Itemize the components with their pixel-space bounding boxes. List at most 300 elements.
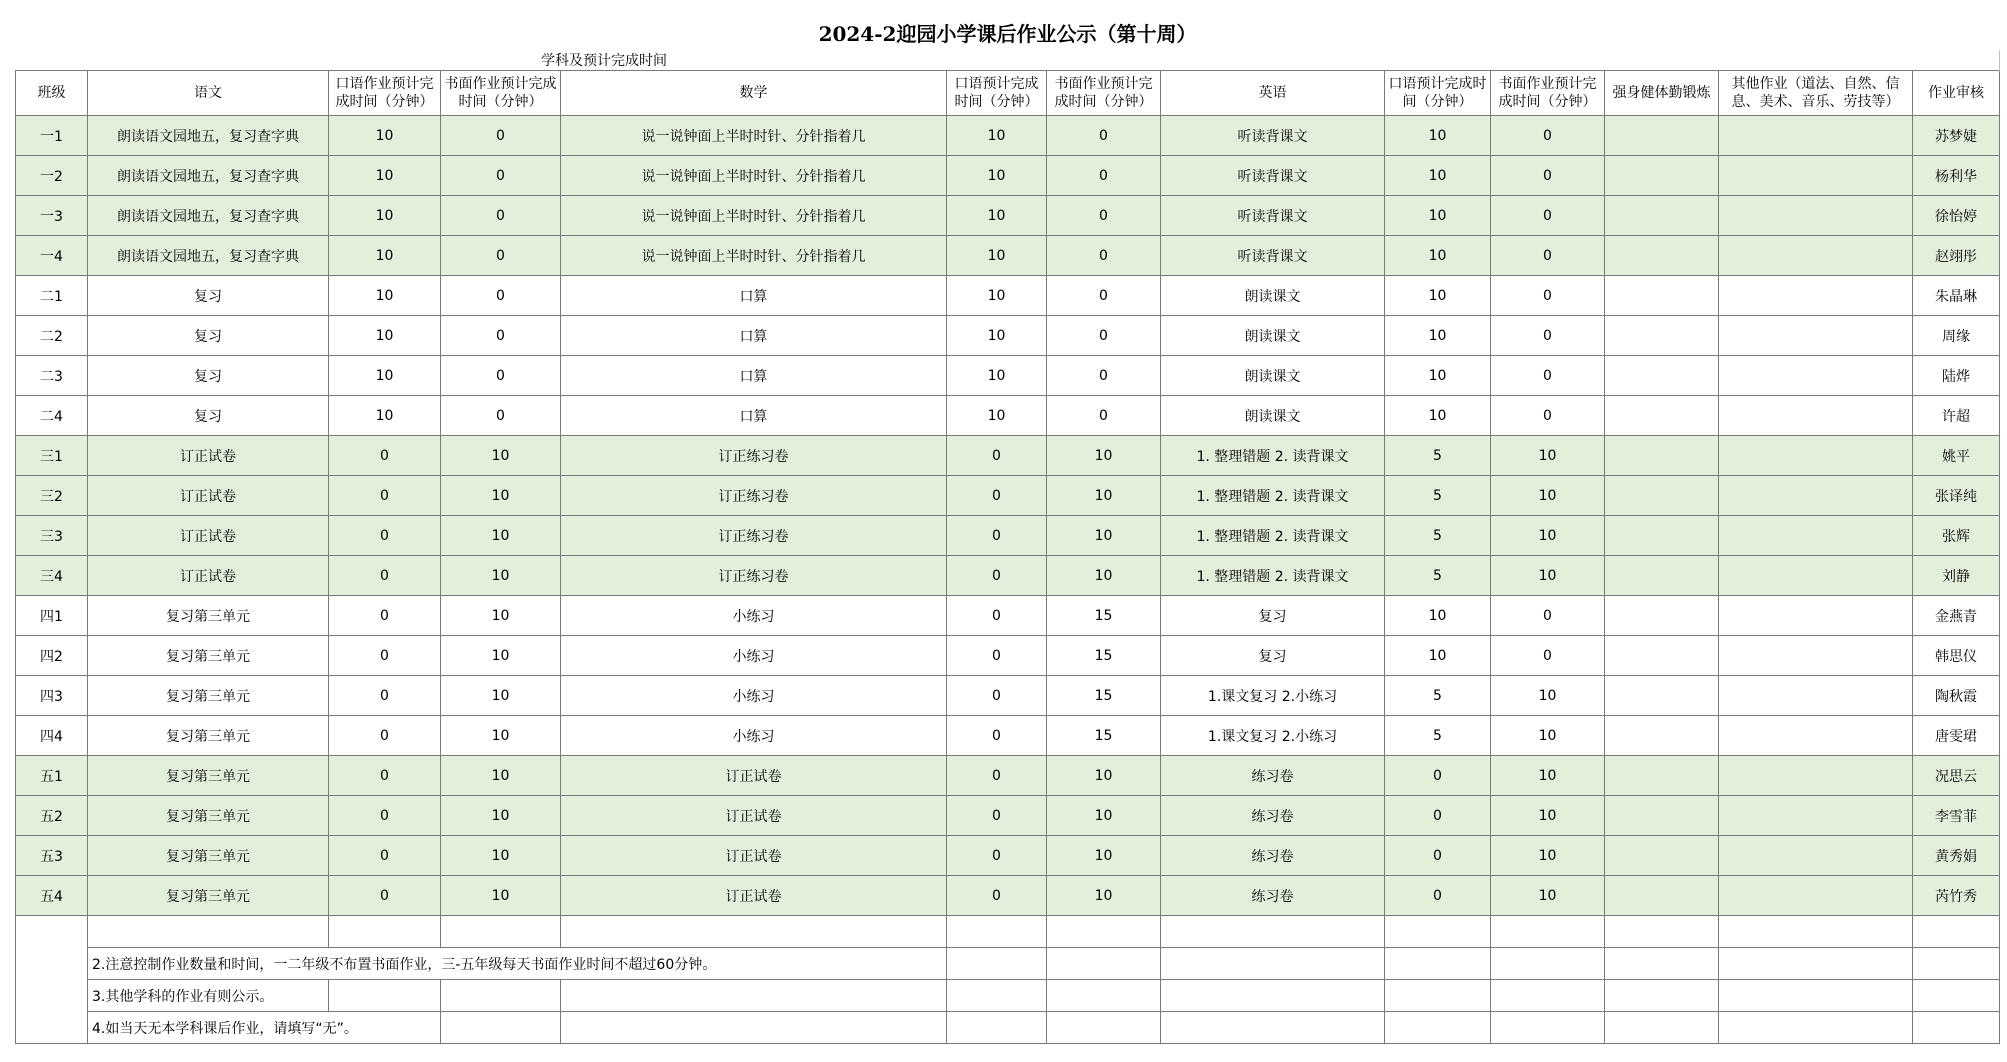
english-oral-cell: 5 [1385, 556, 1491, 596]
math-cell: 小练习 [561, 636, 947, 676]
chinese-written-cell: 0 [441, 196, 561, 236]
math-written-cell: 15 [1047, 596, 1161, 636]
note-empty-cell [1491, 948, 1605, 980]
note-text: 3.其他学科的作业有则公示。 [88, 980, 329, 1012]
table-row [16, 596, 2000, 636]
fitness-cell [1605, 196, 1719, 236]
chinese-oral-cell: 0 [329, 836, 441, 876]
math-cell: 小练习 [561, 596, 947, 636]
other-cell [1719, 436, 1913, 476]
table-row [16, 316, 2000, 356]
fitness-cell [1605, 476, 1719, 516]
english-written-cell: 0 [1491, 316, 1605, 356]
chinese-written-cell: 10 [441, 476, 561, 516]
chinese-cell: 复习第三单元 [88, 716, 329, 756]
table-row [16, 196, 2000, 236]
english-cell: 1. 整理错题 2. 读背课文 [1161, 516, 1385, 556]
chinese-written-cell: 10 [441, 876, 561, 916]
english-written-cell: 0 [1491, 196, 1605, 236]
math-oral-cell: 10 [947, 356, 1047, 396]
english-cell: 朗读课文 [1161, 316, 1385, 356]
chinese-oral-cell: 10 [329, 316, 441, 356]
chinese-cell: 复习第三单元 [88, 836, 329, 876]
note-empty-cell [1605, 916, 1719, 948]
homework-table [15, 14, 2000, 1044]
chinese-cell: 订正试卷 [88, 436, 329, 476]
english-written-cell: 10 [1491, 876, 1605, 916]
english-written-cell: 0 [1491, 276, 1605, 316]
chinese-cell: 复习第三单元 [88, 596, 329, 636]
note-empty-cell [1161, 948, 1385, 980]
chinese-oral-cell: 0 [329, 556, 441, 596]
math-written-cell: 10 [1047, 756, 1161, 796]
chinese-written-cell: 0 [441, 276, 561, 316]
other-cell [1719, 796, 1913, 836]
class-cell: 二3 [16, 356, 88, 396]
note-empty-cell [1385, 916, 1491, 948]
math-oral-cell: 0 [947, 876, 1047, 916]
other-cell [1719, 196, 1913, 236]
fitness-cell [1605, 636, 1719, 676]
english-oral-cell: 0 [1385, 756, 1491, 796]
note-empty-cell [1913, 948, 2000, 980]
table-row [16, 516, 2000, 556]
math-cell: 口算 [561, 356, 947, 396]
math-oral-cell: 10 [947, 196, 1047, 236]
table-body [16, 14, 2000, 1044]
math-written-cell: 0 [1047, 276, 1161, 316]
math-oral-cell: 0 [947, 476, 1047, 516]
chinese-written-cell: 0 [441, 236, 561, 276]
note-empty-cell [1047, 980, 1161, 1012]
english-cell: 1.课文复习 2.小练习 [1161, 676, 1385, 716]
english-written-cell: 10 [1491, 796, 1605, 836]
reviewer-cell: 况思云 [1913, 756, 2000, 796]
reviewer-cell: 张译纯 [1913, 476, 2000, 516]
header-row [16, 71, 2000, 116]
subtitle: 学科及预计完成时间 [541, 53, 667, 69]
math-cell: 订正试卷 [561, 876, 947, 916]
math-cell: 说一说钟面上半时时针、分针指着几 [561, 156, 947, 196]
english-cell: 1.课文复习 2.小练习 [1161, 716, 1385, 756]
math-cell: 小练习 [561, 676, 947, 716]
class-cell: 一3 [16, 196, 88, 236]
subtitle-blank [1491, 50, 2000, 71]
math-written-cell: 15 [1047, 636, 1161, 676]
english-oral-cell: 10 [1385, 196, 1491, 236]
english-cell: 朗读课文 [1161, 356, 1385, 396]
english-oral-cell: 10 [1385, 116, 1491, 156]
math-cell: 订正练习卷 [561, 476, 947, 516]
table-row [16, 716, 2000, 756]
note-row [16, 948, 2000, 980]
math-written-cell: 0 [1047, 396, 1161, 436]
table-row [16, 556, 2000, 596]
english-written-cell: 0 [1491, 156, 1605, 196]
chinese-cell: 朗读语文园地五，复习查字典 [88, 116, 329, 156]
chinese-cell: 复习第三单元 [88, 636, 329, 676]
note-blank-cell [16, 916, 88, 1044]
chinese-oral-cell: 0 [329, 676, 441, 716]
class-cell: 二2 [16, 316, 88, 356]
english-oral-cell: 0 [1385, 876, 1491, 916]
english-oral-cell: 10 [1385, 356, 1491, 396]
note-text: 2.注意控制作业数量和时间，一二年级不布置书面作业，三-五年级每天书面作业时间不超过60分钟。 [88, 948, 947, 980]
note-empty-cell [1719, 980, 1913, 1012]
class-cell: 四4 [16, 716, 88, 756]
chinese-oral-cell: 10 [329, 276, 441, 316]
class-cell: 一1 [16, 116, 88, 156]
math-oral-cell: 10 [947, 156, 1047, 196]
class-cell: 三2 [16, 476, 88, 516]
english-cell: 练习卷 [1161, 756, 1385, 796]
english-cell: 朗读课文 [1161, 396, 1385, 436]
chinese-oral-cell: 10 [329, 156, 441, 196]
math-written-cell: 10 [1047, 796, 1161, 836]
math-written-cell: 0 [1047, 196, 1161, 236]
chinese-written-cell: 0 [441, 156, 561, 196]
other-cell [1719, 476, 1913, 516]
chinese-written-cell: 10 [441, 676, 561, 716]
note-empty-cell [561, 980, 947, 1012]
note-empty-cell [329, 916, 441, 948]
reviewer-cell: 李雪菲 [1913, 796, 2000, 836]
fitness-cell [1605, 436, 1719, 476]
subtitle-row [16, 50, 2000, 71]
chinese-cell: 订正试卷 [88, 476, 329, 516]
header-english-oral-time: 口语预计完成时间（分钟） [1385, 71, 1491, 116]
note-row [16, 916, 2000, 948]
math-written-cell: 0 [1047, 316, 1161, 356]
math-cell: 小练习 [561, 716, 947, 756]
fitness-cell [1605, 516, 1719, 556]
english-cell: 复习 [1161, 596, 1385, 636]
chinese-oral-cell: 0 [329, 476, 441, 516]
chinese-cell: 复习第三单元 [88, 876, 329, 916]
other-cell [1719, 236, 1913, 276]
math-oral-cell: 0 [947, 716, 1047, 756]
fitness-cell [1605, 836, 1719, 876]
header-chinese-oral-time: 口语作业预计完成时间（分钟） [329, 71, 441, 116]
english-written-cell: 0 [1491, 356, 1605, 396]
fitness-cell [1605, 596, 1719, 636]
math-cell: 订正练习卷 [561, 556, 947, 596]
class-cell: 四3 [16, 676, 88, 716]
english-oral-cell: 10 [1385, 316, 1491, 356]
english-oral-cell: 5 [1385, 676, 1491, 716]
note-empty-cell [1491, 980, 1605, 1012]
fitness-cell [1605, 876, 1719, 916]
math-cell: 口算 [561, 316, 947, 356]
math-oral-cell: 0 [947, 676, 1047, 716]
chinese-written-cell: 10 [441, 596, 561, 636]
title-row [16, 14, 2000, 50]
chinese-oral-cell: 10 [329, 116, 441, 156]
other-cell [1719, 516, 1913, 556]
math-written-cell: 10 [1047, 556, 1161, 596]
class-cell: 三4 [16, 556, 88, 596]
fitness-cell [1605, 316, 1719, 356]
math-cell: 订正练习卷 [561, 516, 947, 556]
english-written-cell: 10 [1491, 756, 1605, 796]
math-cell: 说一说钟面上半时时针、分针指着几 [561, 116, 947, 156]
english-oral-cell: 10 [1385, 636, 1491, 676]
class-cell: 三1 [16, 436, 88, 476]
math-written-cell: 15 [1047, 676, 1161, 716]
chinese-written-cell: 10 [441, 716, 561, 756]
note-empty-cell [1913, 1012, 2000, 1044]
note-row [16, 980, 2000, 1012]
reviewer-cell: 陆烨 [1913, 356, 2000, 396]
chinese-written-cell: 10 [441, 636, 561, 676]
header-reviewer: 作业审核 [1913, 71, 2000, 116]
note-empty-cell [1719, 948, 1913, 980]
class-cell: 五2 [16, 796, 88, 836]
class-cell: 一4 [16, 236, 88, 276]
class-cell: 五4 [16, 876, 88, 916]
english-cell: 听读背课文 [1161, 116, 1385, 156]
math-cell: 说一说钟面上半时时针、分针指着几 [561, 236, 947, 276]
math-cell: 说一说钟面上半时时针、分针指着几 [561, 196, 947, 236]
note-empty-cell [1047, 1012, 1161, 1044]
header-english: 英语 [1161, 71, 1385, 116]
english-oral-cell: 10 [1385, 156, 1491, 196]
chinese-written-cell: 10 [441, 756, 561, 796]
note-empty-cell [1161, 1012, 1385, 1044]
reviewer-cell: 朱晶琳 [1913, 276, 2000, 316]
english-written-cell: 0 [1491, 636, 1605, 676]
english-oral-cell: 10 [1385, 276, 1491, 316]
english-cell: 1. 整理错题 2. 读背课文 [1161, 436, 1385, 476]
math-written-cell: 0 [1047, 236, 1161, 276]
table-row [16, 876, 2000, 916]
fitness-cell [1605, 556, 1719, 596]
math-oral-cell: 0 [947, 596, 1047, 636]
chinese-cell: 朗读语文园地五，复习查字典 [88, 156, 329, 196]
header-math-oral-time: 口语预计完成时间（分钟） [947, 71, 1047, 116]
class-cell: 二1 [16, 276, 88, 316]
note-empty-cell [1719, 916, 1913, 948]
reviewer-cell: 芮竹秀 [1913, 876, 2000, 916]
chinese-written-cell: 10 [441, 556, 561, 596]
table-row [16, 116, 2000, 156]
header-class: 班级 [16, 71, 88, 116]
fitness-cell [1605, 236, 1719, 276]
note-empty-cell [88, 916, 329, 948]
chinese-cell: 订正试卷 [88, 516, 329, 556]
chinese-oral-cell: 0 [329, 436, 441, 476]
math-oral-cell: 0 [947, 636, 1047, 676]
table-row [16, 236, 2000, 276]
chinese-cell: 订正试卷 [88, 556, 329, 596]
table-row [16, 476, 2000, 516]
chinese-cell: 复习 [88, 276, 329, 316]
chinese-cell: 复习 [88, 396, 329, 436]
note-empty-cell [1047, 948, 1161, 980]
note-empty-cell [1605, 1012, 1719, 1044]
reviewer-cell: 唐雯珺 [1913, 716, 2000, 756]
header-math: 数学 [561, 71, 947, 116]
chinese-written-cell: 10 [441, 836, 561, 876]
english-cell: 练习卷 [1161, 796, 1385, 836]
chinese-oral-cell: 0 [329, 756, 441, 796]
fitness-cell [1605, 396, 1719, 436]
homework-sheet [15, 14, 1999, 1044]
fitness-cell [1605, 116, 1719, 156]
other-cell [1719, 716, 1913, 756]
other-cell [1719, 396, 1913, 436]
english-cell: 听读背课文 [1161, 236, 1385, 276]
english-written-cell: 10 [1491, 836, 1605, 876]
note-empty-cell [1913, 916, 2000, 948]
fitness-cell [1605, 756, 1719, 796]
chinese-cell: 复习 [88, 316, 329, 356]
english-written-cell: 0 [1491, 596, 1605, 636]
fitness-cell [1605, 676, 1719, 716]
chinese-cell: 朗读语文园地五，复习查字典 [88, 196, 329, 236]
math-written-cell: 15 [1047, 716, 1161, 756]
other-cell [1719, 596, 1913, 636]
english-oral-cell: 5 [1385, 716, 1491, 756]
table-row [16, 356, 2000, 396]
chinese-written-cell: 0 [441, 356, 561, 396]
note-empty-cell [441, 1012, 561, 1044]
header-fitness: 强身健体勤锻炼 [1605, 71, 1719, 116]
math-oral-cell: 10 [947, 236, 1047, 276]
chinese-oral-cell: 10 [329, 236, 441, 276]
english-written-cell: 10 [1491, 476, 1605, 516]
reviewer-cell: 金燕青 [1913, 596, 2000, 636]
chinese-oral-cell: 0 [329, 876, 441, 916]
note-empty-cell [947, 948, 1047, 980]
english-oral-cell: 10 [1385, 396, 1491, 436]
other-cell [1719, 836, 1913, 876]
chinese-written-cell: 0 [441, 316, 561, 356]
note-empty-cell [1605, 980, 1719, 1012]
math-oral-cell: 0 [947, 556, 1047, 596]
english-cell: 朗读课文 [1161, 276, 1385, 316]
math-written-cell: 10 [1047, 436, 1161, 476]
english-written-cell: 0 [1491, 236, 1605, 276]
math-oral-cell: 0 [947, 836, 1047, 876]
chinese-written-cell: 10 [441, 436, 561, 476]
reviewer-cell: 赵翊彤 [1913, 236, 2000, 276]
note-empty-cell [1161, 980, 1385, 1012]
note-empty-cell [947, 1012, 1047, 1044]
chinese-oral-cell: 10 [329, 356, 441, 396]
note-empty-cell [1385, 1012, 1491, 1044]
english-cell: 1. 整理错题 2. 读背课文 [1161, 556, 1385, 596]
math-cell: 订正练习卷 [561, 436, 947, 476]
math-cell: 订正试卷 [561, 836, 947, 876]
header-english-written-time: 书面作业预计完成时间（分钟） [1491, 71, 1605, 116]
reviewer-cell: 杨利华 [1913, 156, 2000, 196]
table-row [16, 436, 2000, 476]
note-row [16, 1012, 2000, 1044]
other-cell [1719, 876, 1913, 916]
english-oral-cell: 5 [1385, 436, 1491, 476]
chinese-oral-cell: 0 [329, 596, 441, 636]
english-written-cell: 10 [1491, 716, 1605, 756]
other-cell [1719, 676, 1913, 716]
english-oral-cell: 5 [1385, 516, 1491, 556]
class-cell: 三3 [16, 516, 88, 556]
math-written-cell: 0 [1047, 116, 1161, 156]
english-written-cell: 10 [1491, 556, 1605, 596]
header-chinese-written-time: 书面作业预计完成时间（分钟） [441, 71, 561, 116]
math-oral-cell: 0 [947, 796, 1047, 836]
english-cell: 复习 [1161, 636, 1385, 676]
math-written-cell: 10 [1047, 476, 1161, 516]
english-cell: 练习卷 [1161, 836, 1385, 876]
english-oral-cell: 10 [1385, 596, 1491, 636]
math-cell: 订正试卷 [561, 796, 947, 836]
other-cell [1719, 316, 1913, 356]
english-oral-cell: 5 [1385, 476, 1491, 516]
table-row [16, 276, 2000, 316]
table-row [16, 836, 2000, 876]
chinese-oral-cell: 0 [329, 516, 441, 556]
math-oral-cell: 10 [947, 316, 1047, 356]
chinese-written-cell: 0 [441, 396, 561, 436]
chinese-oral-cell: 0 [329, 796, 441, 836]
chinese-written-cell: 10 [441, 796, 561, 836]
chinese-cell: 复习第三单元 [88, 756, 329, 796]
table-row [16, 156, 2000, 196]
english-written-cell: 10 [1491, 436, 1605, 476]
note-empty-cell [1385, 980, 1491, 1012]
note-empty-cell [441, 916, 561, 948]
chinese-oral-cell: 10 [329, 396, 441, 436]
english-oral-cell: 10 [1385, 236, 1491, 276]
note-empty-cell [1605, 948, 1719, 980]
note-empty-cell [441, 980, 561, 1012]
reviewer-cell: 苏梦婕 [1913, 116, 2000, 156]
header-chinese: 语文 [88, 71, 329, 116]
math-oral-cell: 0 [947, 516, 1047, 556]
english-written-cell: 10 [1491, 676, 1605, 716]
note-empty-cell [329, 980, 441, 1012]
class-cell: 四2 [16, 636, 88, 676]
chinese-cell: 复习第三单元 [88, 676, 329, 716]
fitness-cell [1605, 796, 1719, 836]
reviewer-cell: 韩思仪 [1913, 636, 2000, 676]
class-cell: 一2 [16, 156, 88, 196]
reviewer-cell: 许超 [1913, 396, 2000, 436]
math-oral-cell: 10 [947, 276, 1047, 316]
table-row [16, 796, 2000, 836]
note-empty-cell [1491, 1012, 1605, 1044]
math-cell: 订正试卷 [561, 756, 947, 796]
table-row [16, 396, 2000, 436]
english-oral-cell: 0 [1385, 836, 1491, 876]
table-row [16, 676, 2000, 716]
other-cell [1719, 756, 1913, 796]
math-written-cell: 10 [1047, 516, 1161, 556]
sheet-title: 2024-2迎园小学课后作业公示（第十周） [818, 21, 1197, 46]
note-empty-cell [1491, 916, 1605, 948]
math-cell: 口算 [561, 276, 947, 316]
chinese-cell: 朗读语文园地五，复习查字典 [88, 236, 329, 276]
note-empty-cell [561, 1012, 947, 1044]
math-written-cell: 0 [1047, 356, 1161, 396]
reviewer-cell: 陶秋霞 [1913, 676, 2000, 716]
class-cell: 五1 [16, 756, 88, 796]
class-cell: 四1 [16, 596, 88, 636]
math-oral-cell: 10 [947, 396, 1047, 436]
math-written-cell: 0 [1047, 156, 1161, 196]
english-oral-cell: 0 [1385, 796, 1491, 836]
